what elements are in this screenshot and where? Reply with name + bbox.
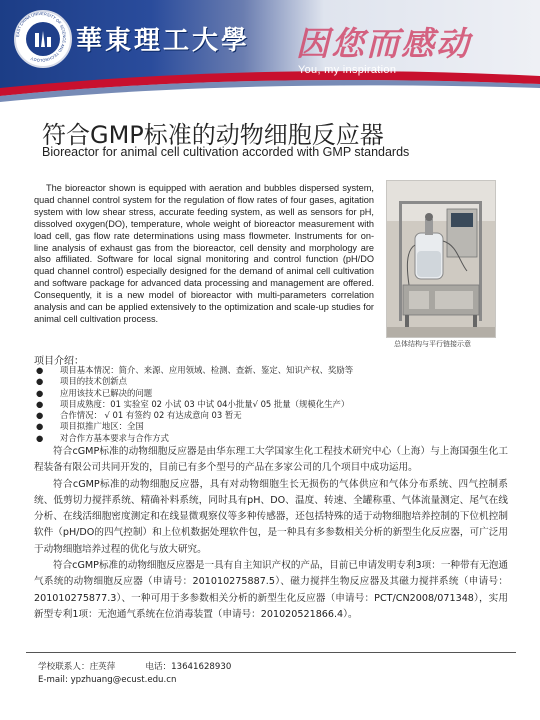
- paragraph: 符合cGMP标准的动物细胞反应器是由华东理工大学国家生化工程技术研究中心（上海）与上海国强生化工程装备有限公司共同开发的，目前已有多个型号的产品在多家公司的几个项目中成功运用。: [34, 446, 508, 474]
- paragraph: 符合cGMP标准的动物细胞反应器是一具有自主知识产权的产品，目前已申请发明专利3项：一种带有无泡通气系统的动物细胞反应器（申请号：201010275887.5）、磁力搅拌生物反应器及其磁力搅拌系统（申请号：201010275877.3）、一种可用于多参数相关分析的新型生化反应器（申请号：PCT/CN2008/071348），实用新型专利1项：无泡通气系统在位消毒装置（申请号：201020521866.4）。: [34, 560, 508, 620]
- bullet-icon: ●: [36, 432, 44, 443]
- page-title: 符合GMP标准的动物细胞反应器: [42, 121, 384, 149]
- contact-person: 学校联系人：庄英萍: [38, 662, 116, 672]
- university-name: 華東理工大學: [76, 26, 251, 56]
- bullet-icon: ●: [36, 376, 44, 387]
- list-item: ● 项目基本情况：简介、来源、应用领域、检测、查新、鉴定、知识产权、奖励等: [36, 365, 354, 375]
- slogan: 因您而感动: [296, 24, 471, 63]
- photo-caption: 总体结构与平行链接示意: [394, 340, 471, 348]
- page-subtitle: Bioreactor for animal cell cultivation accorded with GMP standards: [42, 145, 410, 159]
- paragraph: 符合cGMP标准的动物细胞反应器，具有对动物细胞生长无损伤的气体供应和气体分布系统、四气控制系统、低剪切力搅拌系统、精确补料系统，同时具有pH、DO、温度、转速、全罐称重、气体流量测定、尾气在线分析、在线活细胞密度测定和在线显微观察仪等多种传感器，还包括特殊的适于动物细胞培养控制的下位机控制软件（pH/DO的四气控制）和上位机数据处理软件包，是一种具有多参数相关分析的新型生化反应器，可广泛用于动物细胞培养过程的优化与放大研究。: [34, 478, 508, 555]
- english-description: The bioreactor shown is equipped with aeration and bubbles dispersed system, quad channel control system for the regulation of flow rates of four gases, agitation system with low shear stress, accurate feeding system, as well as sensors for pH, dissolved oxygen(DO), temperature, whole weight of bioreactor measurement with load cell, gas flow rate determinations using mass flowmeter. Instruments for on-line analysis of exhaust gas from the bioreactor, cell density and morphology are also affiliated. Software for local signal monitoring and control function (pH/DO quad channel control) especially designed for the demand of animal cell cultivation and software package for advanced data processing and management are offered. Consequently, it is a new model of bioreactor with multi-parameters correlation analysis and can be applied extensively to the optimization and scale-up studies for animal cell cultivation process.: [34, 183, 374, 324]
- contact-phone: 电话：13641628930: [145, 662, 232, 672]
- header-swoosh: [0, 70, 540, 108]
- list-item: ● 项目成熟度：01 实验室 02 小试 03 中试 04小批量√ 05 批量（规模化生产）: [36, 398, 350, 409]
- list-item: ● 合作情况： √ 01 有签约 02 有达成意向 03 暂无: [36, 410, 242, 421]
- bioreactor-image: [387, 181, 495, 337]
- svg-text:EAST CHINA UNIVERSITY OF SCIEN: [15, 11, 67, 63]
- list-item: ● 项目的技术创新点: [36, 376, 127, 387]
- contact-email: E-mail: ypzhuang@ecust.edu.cn: [38, 675, 177, 685]
- header-banner: [0, 0, 540, 108]
- footer-contact: [38, 661, 231, 687]
- intro-heading: 项目介绍：: [34, 356, 84, 367]
- bullet-icon: ●: [36, 387, 44, 398]
- logo-seal-ring: [14, 10, 68, 64]
- chinese-description: [34, 444, 508, 623]
- logo-seal-text: EAST CHINA UNIVERSITY OF SCIENCE AND TECHNOLOGY: [14, 10, 68, 64]
- bullet-icon: ●: [36, 398, 44, 409]
- bullet-icon: ●: [36, 410, 44, 421]
- intro-list: [36, 365, 353, 444]
- list-item: ● 对合作方基本要求与合作方式: [36, 432, 169, 443]
- list-item: ● 项目拟推广地区：全国: [36, 421, 144, 432]
- bullet-icon: ●: [36, 421, 44, 432]
- bullet-icon: ●: [36, 365, 44, 375]
- list-item: ● 应用该技术已解决的问题: [36, 387, 153, 398]
- footer-divider: [26, 652, 516, 653]
- slogan-english: You, my inspiration: [298, 64, 397, 76]
- bioreactor-photo: [386, 180, 496, 338]
